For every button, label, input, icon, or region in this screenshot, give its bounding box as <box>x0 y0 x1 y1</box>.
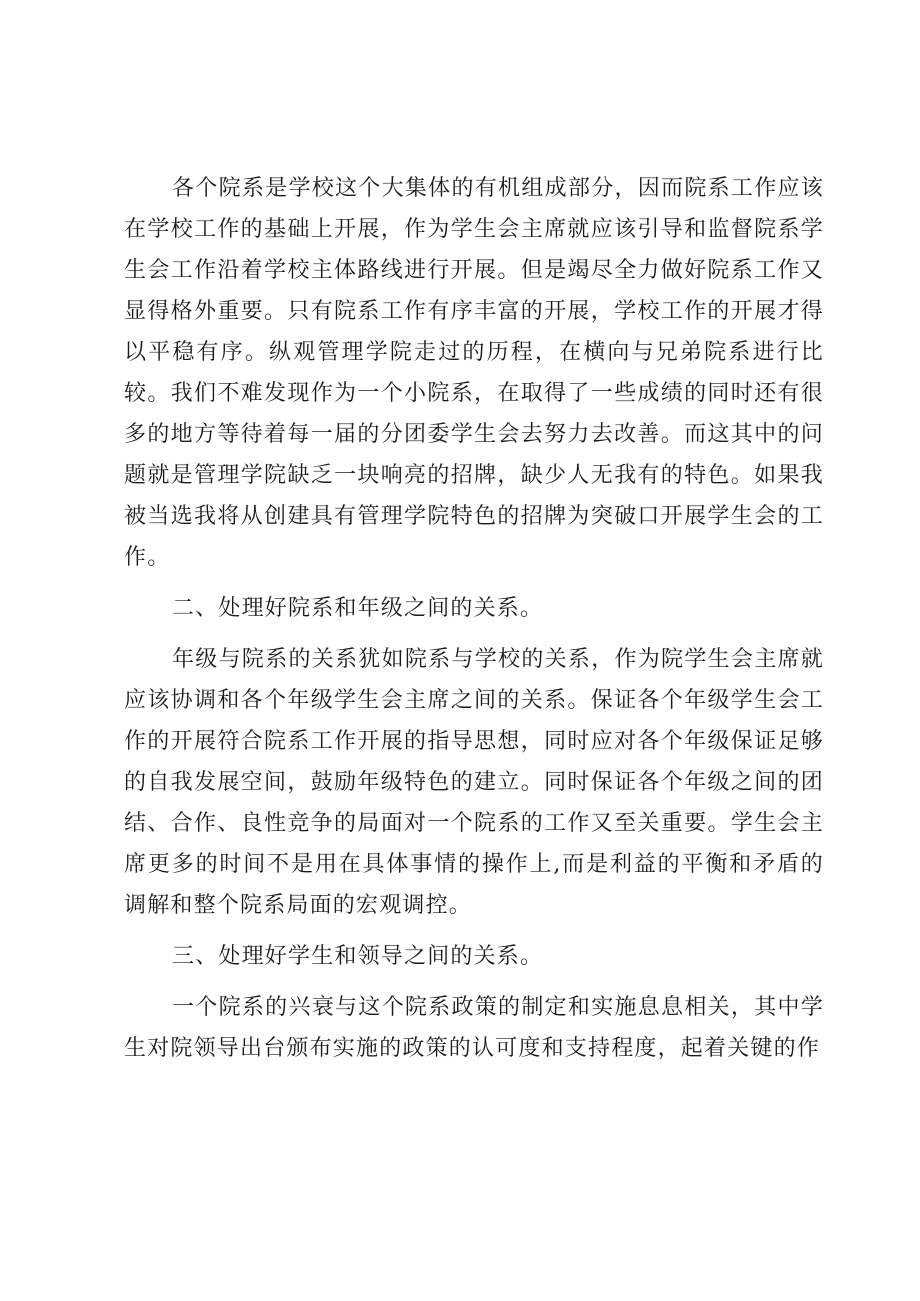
paragraph-student-leader: 一个院系的兴衰与这个院系政策的制定和实施息息相关，其中学生对院领导出台颁布实施的政策的认可度和支持程度，起着关键的作 <box>124 995 824 1061</box>
section-heading-2: 二、处理好院系和年级之间的关系。 <box>172 596 544 621</box>
paragraph-grade-relations: 年级与院系的关系犹如院系与学校的关系，作为院学生会主席就应该协调和各个年级学生会主席之间的关系。保证各个年级学生会工作的开展符合院系工作开展的指导思想，同时应对各个年级保证足够的自我发展空间，鼓励年级特色的建立。同时保证各个年级之间的团结、合作、良性竞争的局面对一个院系的工作又至关重要。学生会主席更多的时间不是用在具体事情的操作上,而是利益的平衡和矛盾的调解和整个院系局面的宏观调控。 <box>124 647 824 918</box>
document-body <box>124 168 824 1079</box>
section-heading-3: 三、处理好学生和领导之间的关系。 <box>172 944 544 969</box>
paragraph-intro: 各个院系是学校这个大集体的有机组成部分，因而院系工作应该在学校工作的基础上开展，作为学生会主席就应该引导和监督院系学生会工作沿着学校主体路线进行开展。但是竭尽全力做好院系工作又显得格外重要。只有院系工作有序丰富的开展，学校工作的开展才得以平稳有序。纵观管理学院走过的历程，在横向与兄弟院系进行比较。我们不难发现作为一个小院系，在取得了一些成绩的同时还有很多的地方等待着每一届的分团委学生会去努力去改善。而这其中的问题就是管理学院缺乏一块响亮的招牌，缺少人无我有的特色。如果我被当选我将从创建具有管理学院特色的招牌为突破口开展学生会的工作。 <box>124 176 824 570</box>
